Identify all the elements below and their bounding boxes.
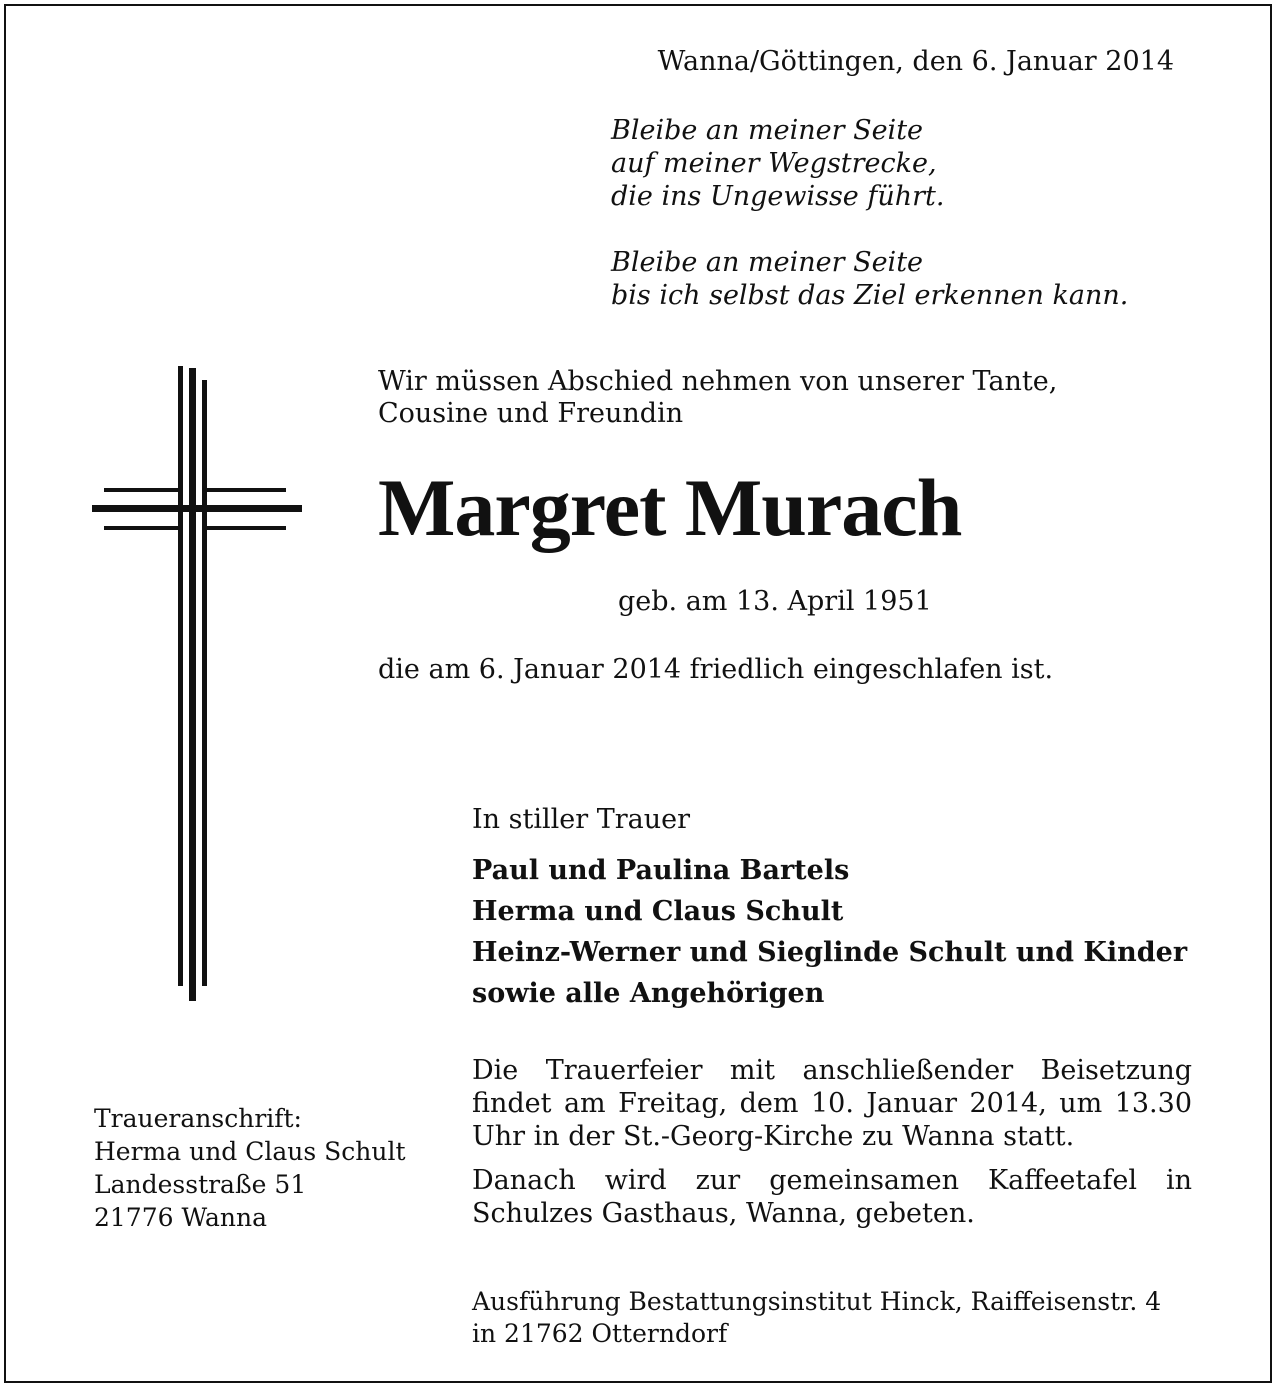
address-line: Landesstraße 51 <box>94 1170 307 1199</box>
ceremony-paragraph: Die Trauerfeier mit anschließender Beisetzung findet am Freitag, dem 10. Januar 2014, um 13.30 Uhr in der St.-Georg-Kirche zu Wanna statt. <box>472 1055 1192 1152</box>
obituary-notice <box>4 4 1272 1383</box>
death-statement: die am 6. Januar 2014 friedlich eingeschlafen ist. <box>378 654 1054 685</box>
poem <box>611 114 1128 345</box>
address-line: Traueranschrift: <box>94 1104 302 1133</box>
birth-date: geb. am 13. April 1951 <box>618 586 932 617</box>
ceremony-info <box>472 1054 1192 1241</box>
mourners-list <box>472 850 1187 1014</box>
undertaker-info <box>472 1286 1161 1350</box>
mourning-heading: In stiller Trauer <box>472 804 691 835</box>
intro-line: Cousine und Freundin <box>378 398 684 429</box>
intro-line: Wir müssen Abschied nehmen von unserer Tante, <box>378 366 1058 397</box>
poem-line: die ins Ungewisse führt. <box>611 181 945 212</box>
poem-line: Bleibe an meiner Seite <box>611 247 924 278</box>
undertaker-line: Ausführung Bestattungsinstitut Hinck, Raiffeisenstr. 4 <box>472 1287 1162 1316</box>
mourner-entry: Herma und Claus Schult <box>472 896 844 927</box>
poem-stanza-1 <box>611 114 1128 213</box>
poem-line: bis ich selbst das Ziel erkennen kann. <box>611 280 1129 311</box>
address-line: 21776 Wanna <box>94 1203 268 1232</box>
address-line: Herma und Claus Schult <box>94 1137 406 1166</box>
undertaker-line: in 21762 Otterndorf <box>472 1319 728 1348</box>
mourner-entry: Paul und Paulina Bartels <box>472 855 850 886</box>
mourning-address <box>94 1102 406 1234</box>
place-date: Wanna/Göttingen, den 6. Januar 2014 <box>657 46 1174 77</box>
reception-paragraph: Danach wird zur gemeinsamen Kaffeetafel in Schulzes Gasthaus, Wanna, gebeten. <box>472 1165 1192 1229</box>
deceased-name: Margret Murach <box>378 462 962 553</box>
cross-icon <box>92 366 302 1006</box>
poem-line: auf meiner Wegstrecke, <box>611 148 937 179</box>
mourner-entry: sowie alle Angehörigen <box>472 978 825 1009</box>
intro-text <box>378 366 1057 430</box>
poem-line: Bleibe an meiner Seite <box>611 115 924 146</box>
poem-stanza-2 <box>611 246 1128 312</box>
mourner-entry: Heinz-Werner und Sieglinde Schult und Kinder <box>472 937 1188 968</box>
